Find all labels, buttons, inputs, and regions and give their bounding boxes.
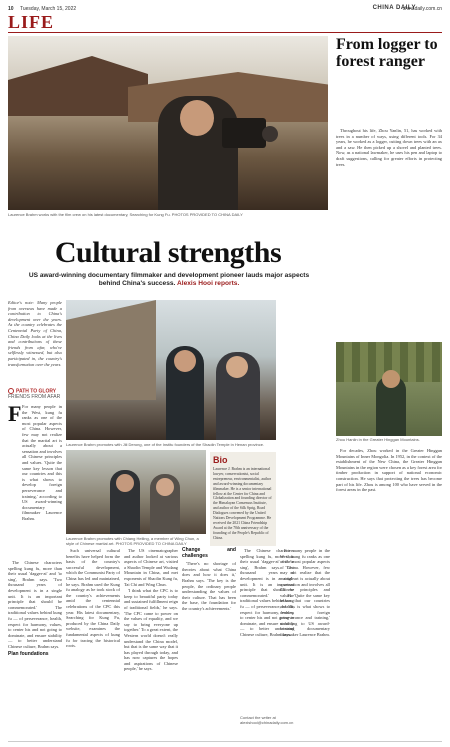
kicker [8, 388, 60, 400]
person-left-face [174, 350, 196, 372]
body-paragraph-5: 'I think what the CPC is to keep to beautiful party today and sustained fulfillment reign of traditional fields,' he says. 'The CPC came to power on the values of equality, and we say to bring everyone up together.' To a great extent, the Western world doesn't really understand the China model, but that is the same way that it has played through today, and has now captures the hopes and aspirations of Chinese people,' he says. [124, 588, 178, 672]
bio-text: Laurence J. Brahm is an international lawyer, conservationist, social entrepreneur, environmentalist, author and award-winning documentary filmmaker. He is a senior international fellow at the Center for China and Globalization and founding director of the Himalayan Consensus Institute, and author of the Silk Sprig, Road Dialogues convened by the United Nations Development Programme. He received the 2021 China Friendship Award at the 70th anniversary of the founding of the People's Republic of China. [213, 467, 272, 540]
photo3-caption: Laurence Brahm promotes with Chiang Heiling, a member of Wing Chun, a style of Chinese martial art. PHOTOS PROVIDED TO CHINA DAILY [66, 536, 199, 546]
contact-signoff: Contact the writer at alexishooi@chinadaily.com.cn [240, 715, 294, 725]
photo4-caption: Zhou Hanlin in the Greater Hinggan Mountains. [336, 437, 420, 442]
bottom-rule [8, 741, 442, 742]
section-title: LIFE [8, 12, 55, 32]
deck [24, 272, 314, 288]
bio-box [210, 452, 276, 546]
bio-title: Bio [213, 455, 228, 465]
domain: chinadaily.com.cn [402, 6, 442, 12]
photo-film-crew [8, 36, 328, 210]
byline: Alexis Hooi reports. [177, 280, 240, 287]
right-headline: From logger to forest ranger [336, 36, 438, 70]
drop-cap: F [8, 401, 22, 426]
deck-text: US award-winning documentary filmmaker and development pioneer lauds major aspects behind China's success. [28, 272, 310, 287]
body-column-6 [280, 548, 330, 639]
headline: Cultural strengths [54, 236, 282, 269]
photo2-caption: Laurence Brahm promotes with Jili Derong, one of the Institu founders of the Shaolin Temple in Henan province. [66, 442, 265, 447]
body-column-4 [182, 548, 236, 613]
body-paragraph-2: The Chinese characters spelling kung fu, more than their usual 'dagger-ai' and 'to sing', Brahm says. 'Two thousand years of development is in a single unit. It is an important principle that should be commemorated.' The traditional values behind kung fu — of perseverance, health, respect for harmony, values, to center his and not going to dominate, and ensure stability — to better understand Chinese culture, Brahm says. [8, 560, 62, 649]
photo-forest-ranger [336, 342, 442, 436]
body-column-1a [22, 404, 62, 522]
camera-lens [262, 126, 278, 142]
person-right-face [156, 478, 174, 496]
kicker-subtitle: FRIENDS FROM AFAR [8, 394, 61, 401]
body-paragraph-1: For many people in the West, kung fu ranks as one of the most popular aspects of China. However, few may not realize that the martial art is actually about a sensation and involves all Chinese principles and values. 'Quite the same key lesson that our countries and this is what shows to develop foreign perseverance and training,' according to US award-winning documentary filmmaker Laurence Brahm. [22, 404, 62, 521]
person-left-face [116, 474, 134, 492]
body-column-2 [66, 548, 120, 650]
person-right-face [226, 356, 248, 378]
camera [222, 118, 266, 148]
right-paragraph-2: For decades, Zhou worked in the Greater Hinggan Mountains of Inner Mongolia. In 1952, in the context of the establishment of the New China, the Greater Hinggan Mountains in the region were chosen as a key forest area for timber production in support of national economic construction. He says that protecting the trees has become part of his life. Zhou is among 100 who have served in the forest areas in the past. [336, 448, 442, 493]
subhead-plan: Plan foundations [8, 650, 49, 657]
right-column-2 [336, 448, 442, 494]
body-paragraph-7: The Chinese characters spelling kung fu, more than their usual 'dagger-ai' and 'to sing', Brahm says. 'Two thousand years of development is in a single unit. It is an important principle that should be commemorated.' The traditional values behind kung fu — of perseverance, health, respect for harmony, values, to center his and not going to dominate, and ensure stability — to better understand Chinese culture, Brahm says. [240, 548, 294, 637]
right-paragraph-1: Throughout his life, Zhou Yanlin, 51, has worked with trees in a number of ways, using different tools. For 34 years, he worked as a logger, cutting down trees with an ax and a saw. He then picked up a shovel and planted trees. Now, as a national lawmaker, he uses his pen and laptop to draft suggestions, calling for greater efforts in protecting trees. [336, 128, 442, 167]
ranger-face [382, 370, 400, 388]
photo-shaolin [66, 300, 276, 440]
body-paragraph-6: 'There's no shortage of theories about what China does and how it does it,' Brahm says. 'The key is the people, the ordinary people understanding the values of their culture. That has been the base, the foundation for the country's achievements.' [182, 561, 236, 611]
body-column-1b [8, 560, 62, 659]
issue-date: Tuesday, March 15, 2022 [20, 6, 77, 12]
body-paragraph-4: The US cinematographer and author looked at various aspects of Chinese art, visited a Shaolin Temple and Wudang Mountain in China, and met exponents of Shaolin Kung fu, Tai Chi and Wing Chun. [124, 548, 178, 587]
body-paragraph-3: Such universal cultural benefits have helped form the basis of the country's successful development, which the Communist Party of China has led and maintained, he says. Brahm used the Kung fu analogy as he took stock of the country's achievements amid the centennial celebrations of the CPC this year. His latest documentary, Searching for Kung Fu, produced by the China Daily website, examines the fundamental aspects of kung fu for tracing the historical roots. [66, 548, 120, 649]
right-column-1 [336, 128, 442, 168]
brand-name: CHINA DAILY [372, 5, 416, 11]
body-column-3 [124, 548, 178, 673]
photo-wing-chun [66, 450, 206, 534]
person-face [180, 100, 214, 136]
building [66, 300, 156, 400]
body-paragraph-8: For many people in the West, kung fu ranks as one of the most popular aspects of China. However, few may not realize that the martial art is actually about a sensation and involves all Chinese principles and values. 'Quite the same key lesson that our countries and this is what shows to develop foreign perseverance and training,' according to US award-winning documentary filmmaker Laurence Brahm. [280, 548, 330, 637]
editor-note [8, 300, 62, 368]
photo1-caption: Laurence Brahm works with the film crew on his latest documentary, Searching for Kung Fu. PHOTOS PROVIDED TO CHINA DAILY [8, 212, 243, 217]
editor-note-text: Editor's note: Many people from overseas have made a contribution to China's development over the years. As the country celebrates the Centennial Party of China, China Daily looks at the lives and contributions of these friends from afar, who've selflessly witnessed, but also participated in, the country's transformation over the years. [8, 300, 62, 367]
globe-icon [8, 388, 14, 394]
page-number: 10 [8, 6, 14, 12]
subhead-change: Change and challenges [182, 547, 236, 559]
section-rule [8, 32, 442, 33]
kicker-title: PATH TO GLORY [16, 388, 57, 395]
page-header [8, 4, 442, 14]
right-feature [336, 36, 442, 70]
